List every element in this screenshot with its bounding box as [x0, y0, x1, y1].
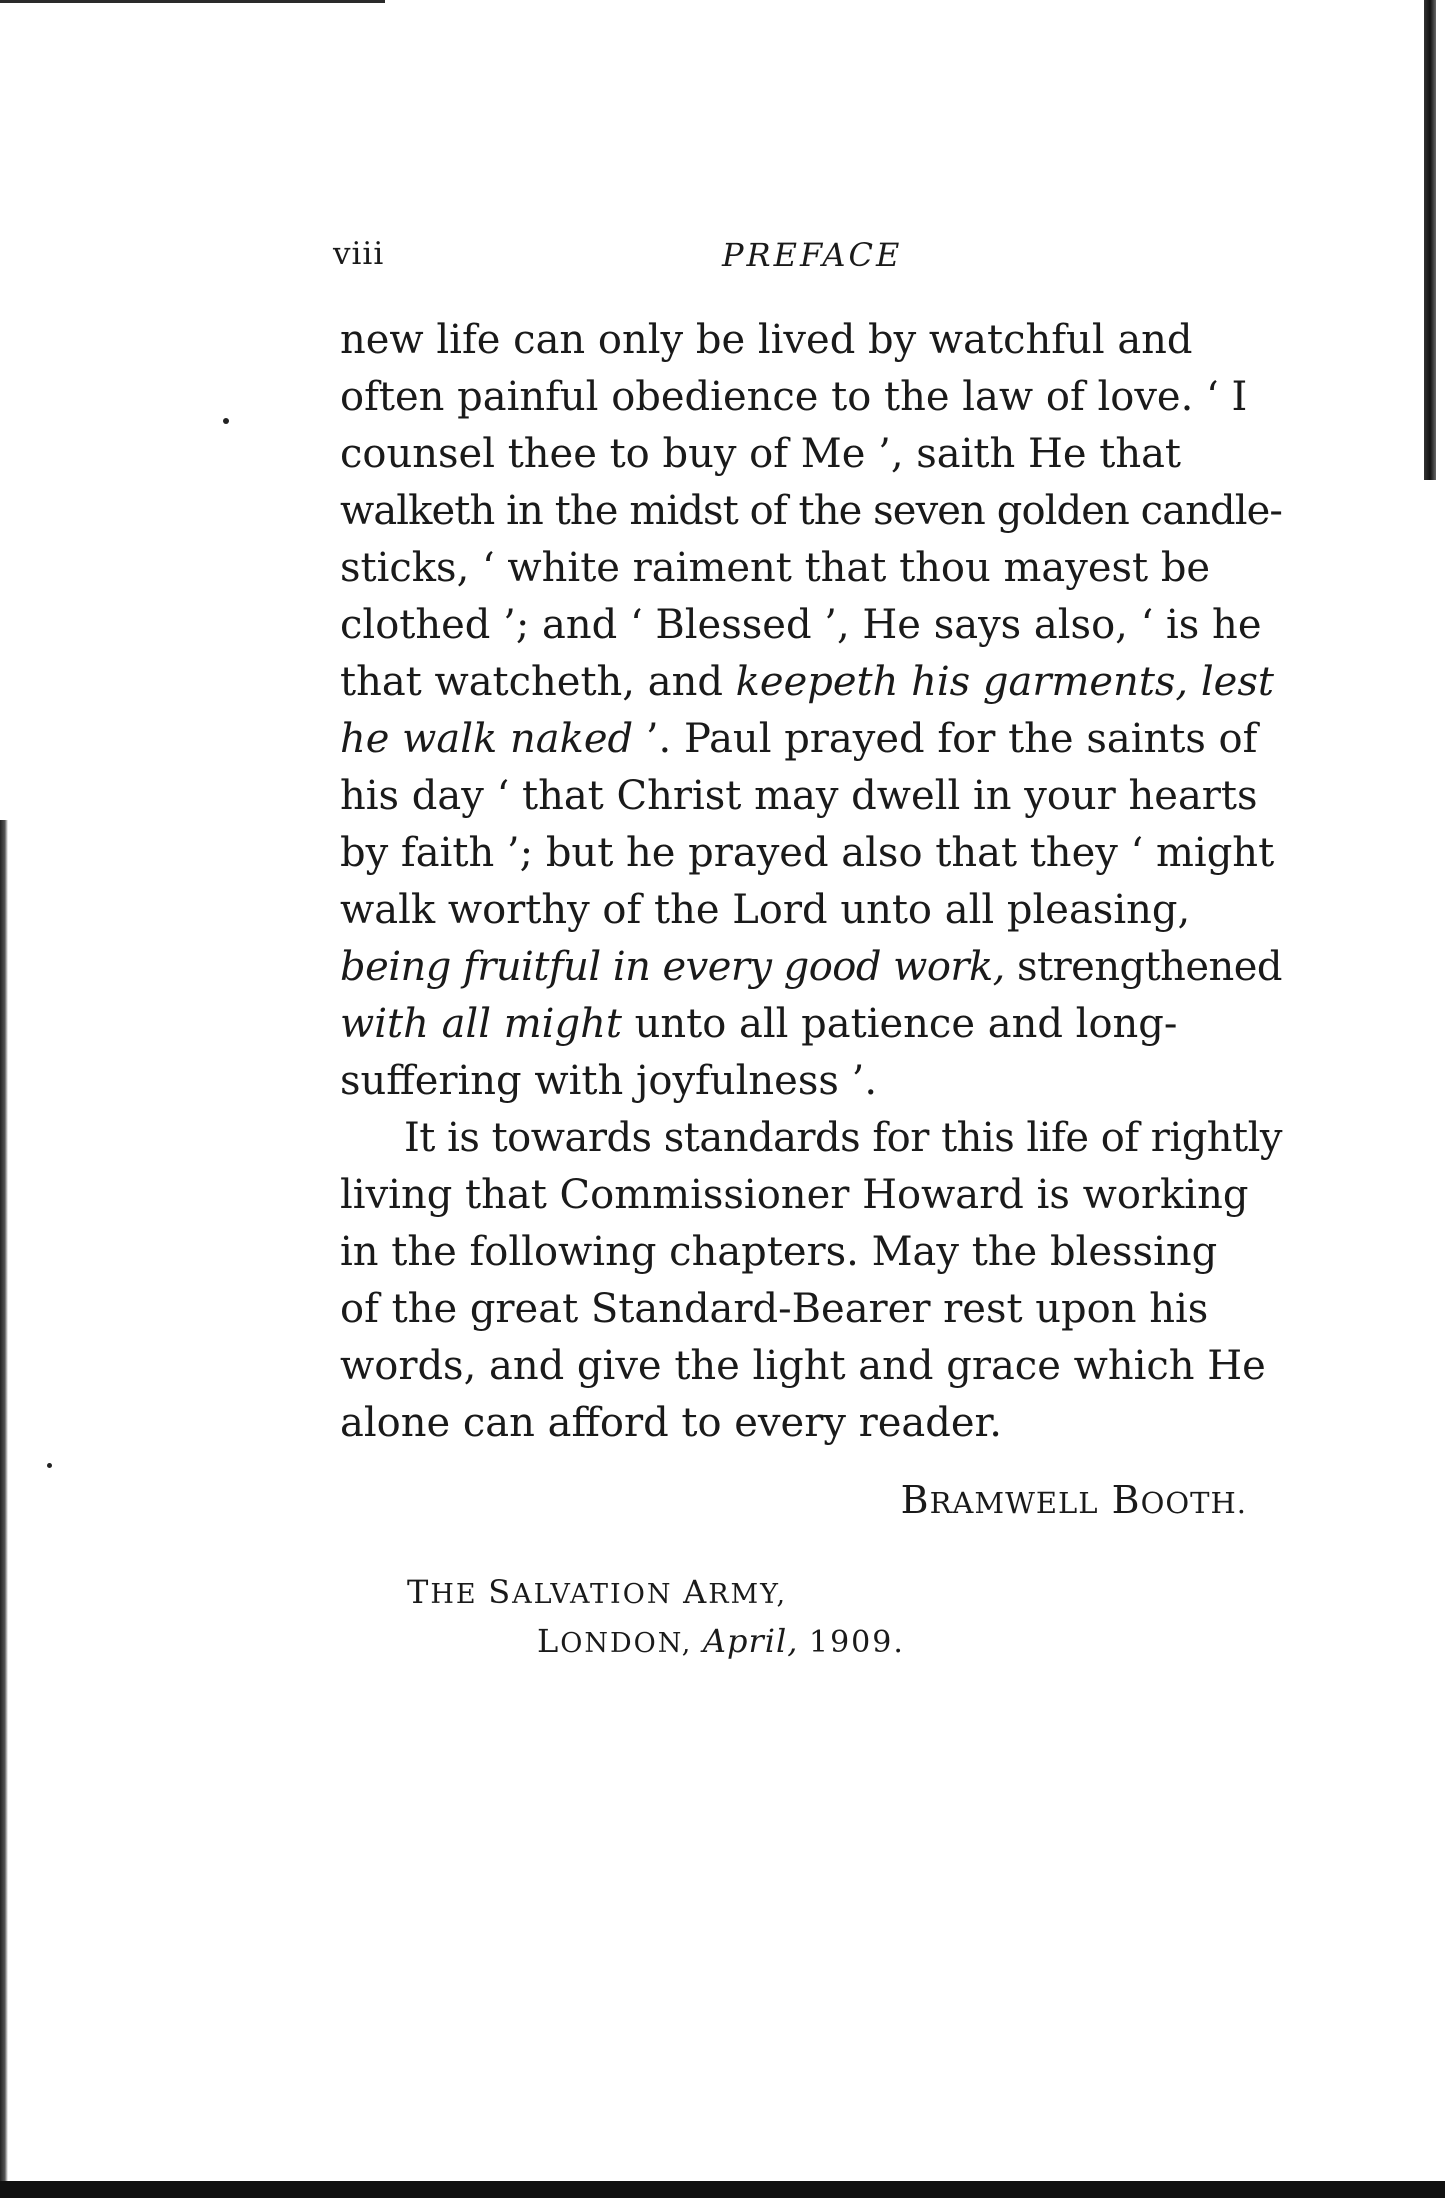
signature-first-initial: B — [900, 1478, 930, 1522]
address-word-initial: S — [488, 1573, 513, 1611]
text-run: words, and give the light and grace which He — [340, 1343, 1266, 1389]
text-run: clothed ’; and ‘ Blessed ’, He says also, ‘ is he — [340, 602, 1262, 648]
text-line — [340, 312, 1282, 369]
text-line — [340, 1338, 1282, 1395]
text-line — [340, 1395, 1282, 1452]
address-city-initial: L — [537, 1622, 561, 1660]
scan-left-edge — [0, 820, 8, 2185]
address-word-rest: ALVATION — [512, 1579, 673, 1610]
scan-bottom-edge — [0, 2181, 1445, 2198]
text-run: walk worthy of the Lord unto all pleasing, — [340, 887, 1191, 933]
text-run: new life can only be lived by watchful and — [340, 317, 1193, 363]
text-line — [340, 369, 1282, 426]
text-run: alone can afford to every reader. — [340, 1400, 1002, 1446]
text-line — [340, 768, 1282, 825]
italic-run: with all might — [340, 1001, 622, 1047]
address-word-rest: HE — [430, 1579, 478, 1610]
text-run: sticks, ‘ white raiment that thou mayest be — [340, 545, 1211, 591]
text-run: suffering with joyfulness ’. — [340, 1058, 878, 1104]
paragraphs — [340, 312, 1282, 1452]
text-run: walketh in the midst of the seven golden candle- — [340, 488, 1282, 534]
text-run: living that Commissioner Howard is working — [340, 1172, 1249, 1218]
address-word-initial: T — [407, 1573, 431, 1611]
text-line — [340, 996, 1282, 1053]
text-run: often painful obedience to the law of love. ‘ I — [340, 374, 1248, 420]
text-line — [340, 426, 1282, 483]
text-run: his day ‘ that Christ may dwell in your hearts — [340, 773, 1258, 819]
italic-run: he walk naked — [340, 716, 634, 762]
address-line-2 — [537, 1622, 905, 1660]
signature-last-initial: B — [1111, 1478, 1141, 1522]
text-run: in the following chapters. May the blessing — [340, 1229, 1218, 1275]
address-word-rest: RMY, — [708, 1579, 788, 1610]
address-word-initial: A — [683, 1573, 709, 1611]
text-run: strengthened — [1004, 944, 1282, 990]
address-city-rest: ONDON, — [560, 1628, 693, 1659]
text-line — [340, 825, 1282, 882]
signature-last-rest: OOTH. — [1140, 1486, 1247, 1520]
text-run: of the great Standard-Bearer rest upon his — [340, 1286, 1209, 1332]
signature — [901, 1478, 1247, 1522]
text-line — [340, 1053, 1282, 1110]
address-year: 1909. — [809, 1625, 905, 1660]
scan-speck — [47, 1463, 52, 1468]
scan-speck — [223, 418, 229, 424]
text-line — [340, 1167, 1282, 1224]
text-line — [340, 1110, 1282, 1167]
text-run: unto all patience and long- — [621, 1001, 1178, 1047]
text-run: ’. Paul prayed for the saints of — [633, 716, 1258, 762]
italic-run: keepeth his garments, lest — [735, 659, 1274, 705]
text-line — [340, 882, 1282, 939]
text-run: by faith ’; but he prayed also that they ‘ might — [340, 830, 1275, 876]
italic-run: being fruitful in every good work, — [340, 944, 1005, 990]
text-run: counsel thee to buy of Me ’, saith He that — [340, 431, 1181, 477]
signature-first-rest: RAMWELL — [929, 1486, 1099, 1520]
text-line — [340, 483, 1282, 540]
text-line — [340, 654, 1282, 711]
text-line — [340, 1281, 1282, 1338]
page-number: viii — [333, 236, 385, 272]
text-line — [340, 597, 1282, 654]
address-month: April, — [702, 1622, 799, 1660]
body-text — [340, 312, 1282, 1452]
text-run: that watcheth, and — [340, 659, 736, 705]
text-line — [340, 939, 1282, 996]
running-head: PREFACE — [722, 236, 903, 274]
text-run: It is towards standards for this life of rightly — [404, 1115, 1282, 1161]
address-line-1 — [407, 1573, 787, 1611]
text-line — [340, 540, 1282, 597]
text-line — [340, 711, 1282, 768]
scan-top-rule — [0, 0, 385, 3]
scan-right-edge — [1424, 0, 1436, 480]
text-line — [340, 1224, 1282, 1281]
